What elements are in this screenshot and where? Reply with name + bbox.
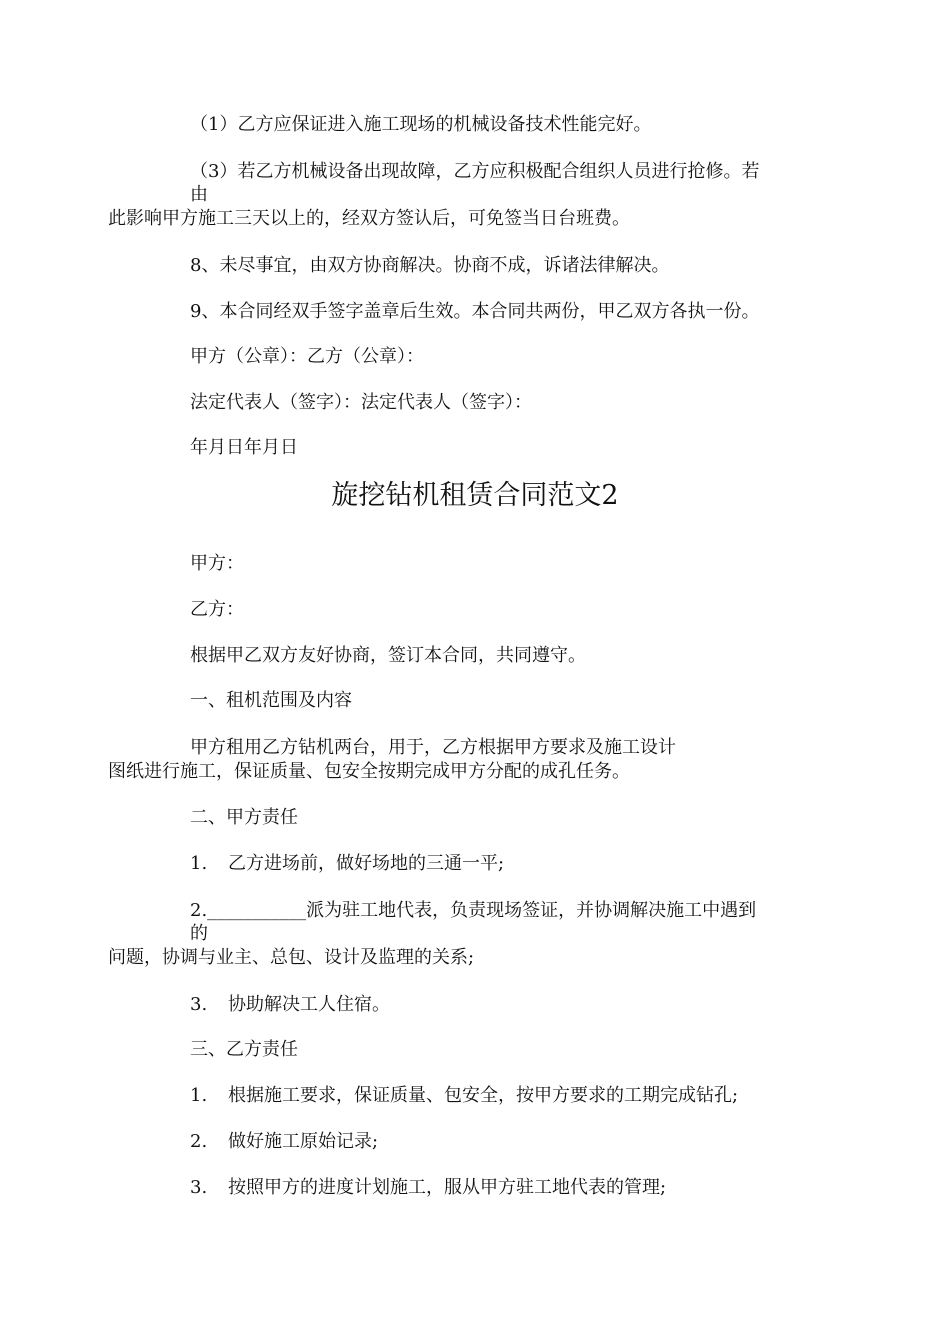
- party-b: 乙方：: [190, 599, 244, 620]
- clause-3-line-3: 此影响甲方施工三天以上的，经双方签认后，可免签当日台班费。: [108, 208, 630, 229]
- clause-3-line-1: （3）若乙方机械设备出现故障，乙方应积极配合组织人员进行抢修。若: [190, 161, 760, 182]
- representative-line: 法定代表人（签字）：法定代表人（签字）：: [190, 392, 532, 413]
- item-number: 2.: [190, 1131, 208, 1152]
- contract-title: 旋挖钻机租赁合同范文2: [331, 480, 619, 511]
- item-text: 按照甲方的进度计划施工，服从甲方驻工地代表的管理;: [228, 1177, 667, 1198]
- clause-8: 8、未尽事宜，由双方协商解决。协商不成，诉诸法律解决。: [190, 255, 670, 276]
- section-2-item-1: [190, 853, 504, 875]
- section-1-line-2: 图纸进行施工，保证质量、包安全按期完成甲方分配的成孔任务。: [108, 761, 630, 782]
- intro-paragraph: 根据甲乙双方友好协商，签订本合同，共同遵守。: [190, 645, 586, 666]
- section-2-item-2-line-1: 2.___________派为驻工地代表，负责现场签证，并协调解决施工中遇到: [190, 900, 757, 921]
- date-line: 年月日年月日: [190, 437, 298, 458]
- section-2-heading: 二、甲方责任: [190, 807, 298, 828]
- section-3-item-1: [190, 1085, 738, 1107]
- section-1-heading: 一、租机范围及内容: [190, 690, 352, 711]
- clause-9: 9、本合同经双手签字盖章后生效。本合同共两份，甲乙双方各执一份。: [190, 301, 760, 322]
- section-2-item-2-line-2: 的: [190, 923, 208, 944]
- item-text: 乙方进场前，做好场地的三通一平;: [228, 853, 505, 874]
- seal-line: 甲方（公章）：乙方（公章）：: [190, 346, 424, 367]
- clause-3-line-2: 由: [190, 184, 208, 205]
- item-number: 1.: [190, 1085, 208, 1106]
- item-number: 3.: [190, 1177, 208, 1198]
- item-number: 1.: [190, 853, 208, 874]
- item-text: 协助解决工人住宿。: [228, 994, 390, 1015]
- item-text: 做好施工原始记录;: [228, 1131, 379, 1152]
- item-number: 3.: [190, 994, 208, 1015]
- section-1-line-1: 甲方租用乙方钻机两台，用于，乙方根据甲方要求及施工设计: [190, 737, 676, 758]
- clause-1: （1）乙方应保证进入施工现场的机械设备技术性能完好。: [190, 114, 652, 135]
- section-2-item-2-line-3: 问题，协调与业主、总包、设计及监理的关系;: [108, 947, 475, 968]
- section-2-item-3: [190, 994, 390, 1016]
- party-a: 甲方：: [190, 553, 244, 574]
- section-3-item-2: [190, 1131, 378, 1153]
- item-text: 根据施工要求，保证质量、包安全，按甲方要求的工期完成钻孔;: [228, 1085, 739, 1106]
- section-3-item-3: [190, 1177, 666, 1199]
- section-3-heading: 三、乙方责任: [190, 1039, 298, 1060]
